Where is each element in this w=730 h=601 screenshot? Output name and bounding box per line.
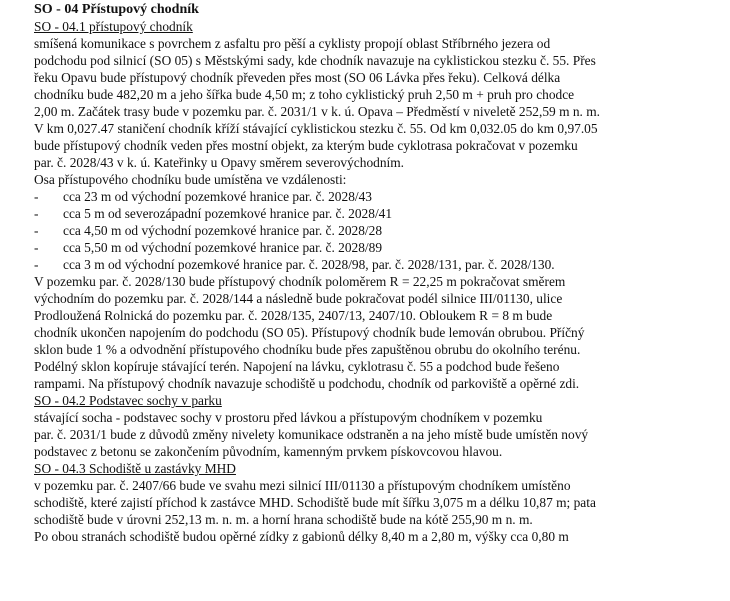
list-item: - cca 5 m od severozápadní pozemkové hranice par. č. 2028/41 [34, 206, 393, 221]
paragraph-line: řeku Opavu bude přístupový chodník převeden přes most (SO 06 Lávka přes řeku). Celková délka [34, 70, 561, 85]
paragraph-line: sklon bude 1 % a odvodnění přístupového chodníku bude přes zapuštěnou obrubu do okolního terénu. [34, 342, 581, 357]
list-item-text: cca 4,50 m od východní pozemkové hranice par. č. 2028/28 [63, 223, 383, 238]
paragraph-line: podstavec z betonu se zakončením původním, kamenným prvkem pískovcovou hlavou. [34, 444, 503, 459]
paragraph-line: schodiště, které zajistí příchod k zastávce MHD. Schodiště bude mít šířku 3,075 m a délku 10,87 m; pata [34, 495, 596, 510]
axis-intro: Osa přístupového chodníku bude umístěna ve vzdálenosti: [34, 172, 347, 187]
list-item: - cca 4,50 m od východní pozemkové hranice par. č. 2028/28 [34, 223, 383, 238]
paragraph-line: Po obou stranách schodiště budou opěrné zídky z gabionů délky 8,40 m a 2,80 m, výšky cca 0,80 m [34, 529, 569, 544]
paragraph-line: stávající socha - podstavec sochy v prostoru před lávkou a přístupovým chodníkem v pozemku [34, 410, 543, 425]
paragraph-line: v pozemku par. č. 2407/66 bude ve svahu mezi silnicí III/01130 a přístupovým chodníkem umístěno [34, 478, 571, 493]
paragraph-line: podchodu pod silnicí (SO 05) s Městskými sady, kde chodník navazuje na cyklistickou stezku č. 55. Přes [34, 53, 596, 68]
paragraph-line: par. č. 2028/43 v k. ú. Kateřinky u Opavy směrem severovýchodním. [34, 155, 405, 170]
paragraph-line: východním do pozemku par. č. 2028/144 a následně bude pokračovat podél silnice III/01130, ulice [34, 291, 563, 306]
paragraph-line: smíšená komunikace s povrchem z asfaltu pro pěší a cyklisty propojí oblast Stříbrného jezera od [34, 36, 551, 51]
paragraph-line: chodník ukončen napojením do podchodu (SO 05). Přístupový chodník bude lemován obrubou. Příčný [34, 325, 585, 340]
section-heading-04-1: SO - 04.1 přístupový chodník [34, 19, 193, 34]
list-item-text: cca 5 m od severozápadní pozemkové hranice par. č. 2028/41 [63, 206, 393, 221]
paragraph-line: schodiště bude v úrovni 252,13 m. n. m. a horní hrana schodiště bude na kótě 255,90 m n. m. [34, 512, 533, 527]
list-item: - cca 23 m od východní pozemkové hranice par. č. 2028/43 [34, 189, 373, 204]
paragraph-line: chodníku bude 482,20 m a jeho šířka bude 4,50 m; z toho cyklistický pruh 2,50 m + pruh pro chodce [34, 87, 575, 102]
list-item-text: cca 23 m od východní pozemkové hranice par. č. 2028/43 [63, 189, 373, 204]
list-item-text: cca 3 m od východní pozemkové hranice par. č. 2028/98, par. č. 2028/131, par. č. 2028/130. [63, 257, 555, 272]
list-item-text: cca 5,50 m od východní pozemkové hranice par. č. 2028/89 [63, 240, 383, 255]
section-heading-04-3: SO - 04.3 Schodiště u zastávky MHD [34, 461, 236, 476]
paragraph-line: Prodloužená Rolnická do pozemku par. č. 2028/135, 2407/13, 2407/10. Obloukem R = 8 m bude [34, 308, 553, 323]
list-item: - cca 3 m od východní pozemkové hranice par. č. 2028/98, par. č. 2028/131, par. č. 2028/130. [34, 257, 555, 272]
paragraph-line: 2,00 m. Začátek trasy bude v pozemku par. č. 2031/1 v k. ú. Opava – Předměstí v niveletě 252,59 m n. m. [34, 104, 601, 119]
paragraph-line: bude přístupový chodník veden přes mostní objekt, za kterým bude cyklotrasa pokračovat v pozemku [34, 138, 578, 153]
page-title: SO - 04 Přístupový chodník [34, 2, 199, 17]
paragraph-line: rampami. Na přístupový chodník navazuje schodiště u podchodu, chodník od parkoviště a opěrné zdi. [34, 376, 580, 391]
section-heading-04-2: SO - 04.2 Podstavec sochy v parku [34, 393, 222, 408]
list-item: - cca 5,50 m od východní pozemkové hranice par. č. 2028/89 [34, 240, 383, 255]
paragraph-line: Podélný sklon kopíruje stávající terén. Napojení na lávku, cyklotrasu č. 55 a podchod bude řešeno [34, 359, 560, 374]
paragraph-line: par. č. 2031/1 bude z důvodů změny nivelety komunikace odstraněn a na jeho místě bude umístěn nový [34, 427, 589, 442]
paragraph-line: V pozemku par. č. 2028/130 bude přístupový chodník poloměrem R = 22,25 m pokračovat směrem [34, 274, 566, 289]
paragraph-line: V km 0,027.47 staničení chodník kříží stávající cyklistickou stezku č. 55. Od km 0,032.05 do km 0,97.05 [34, 121, 598, 136]
